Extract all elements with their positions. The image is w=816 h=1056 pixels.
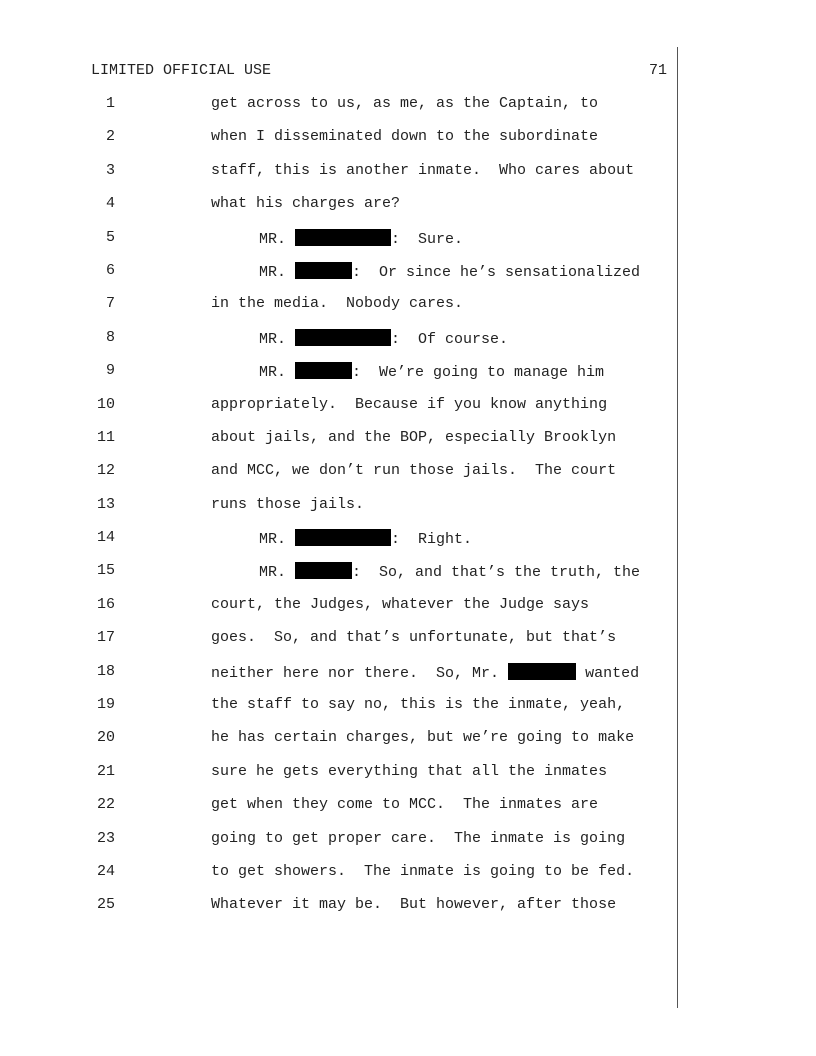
line-number: 14 <box>96 529 115 547</box>
redaction-box <box>295 562 352 579</box>
transcript-line <box>0 229 680 262</box>
line-number: 25 <box>96 896 115 914</box>
transcript-line <box>0 195 680 228</box>
line-number: 20 <box>96 729 115 747</box>
line-number: 2 <box>105 128 115 146</box>
line-text: what his charges are? <box>211 195 401 213</box>
line-number: 12 <box>96 462 115 480</box>
line-number: 19 <box>96 696 115 714</box>
transcript-line <box>0 863 680 896</box>
line-text: when I disseminated down to the subordinate <box>211 128 599 146</box>
line-number: 7 <box>105 295 115 313</box>
line-number: 9 <box>105 362 115 380</box>
line-number: 23 <box>96 829 115 847</box>
line-text: : Or since he’s sensationalized <box>352 263 641 281</box>
redaction-box <box>295 529 391 546</box>
line-text: appropriately. Because if you know anything <box>211 395 608 413</box>
speaker-prefix: MR. <box>259 564 296 582</box>
line-text: get when they come to MCC. The inmates are <box>211 796 599 814</box>
transcript-line <box>0 262 680 295</box>
transcript-line <box>0 429 680 462</box>
line-text: staff, this is another inmate. Who cares about <box>211 161 635 179</box>
speaker-line <box>259 529 472 548</box>
line-text: Whatever it may be. But however, after those <box>211 896 617 914</box>
line-text: about jails, and the BOP, especially Brooklyn <box>211 428 617 446</box>
transcript-line <box>0 696 680 729</box>
line-number: 16 <box>96 595 115 613</box>
transcript-line <box>0 295 680 328</box>
line-number: 4 <box>105 195 115 213</box>
speaker-prefix: MR. <box>259 330 296 348</box>
line-text: to get showers. The inmate is going to be fed. <box>211 862 635 880</box>
line-text: the staff to say no, this is the inmate, yeah, <box>211 696 626 714</box>
speaker-line <box>259 229 463 248</box>
line-text: goes. So, and that’s unfortunate, but that’s <box>211 629 617 647</box>
line-number: 8 <box>105 328 115 346</box>
line-number: 10 <box>96 395 115 413</box>
transcript-line <box>0 462 680 495</box>
line-number: 11 <box>96 428 115 446</box>
transcript-line <box>0 796 680 829</box>
line-number: 6 <box>105 261 115 279</box>
line-number: 3 <box>105 161 115 179</box>
transcript-line <box>0 729 680 762</box>
transcript-line <box>0 629 680 662</box>
line-text: : Sure. <box>391 230 464 248</box>
line-text: in the media. Nobody cares. <box>211 295 464 313</box>
line-number: 22 <box>96 796 115 814</box>
line-number: 18 <box>96 662 115 680</box>
line-text-after: wanted <box>576 664 640 682</box>
speaker-line <box>259 362 604 381</box>
line-number: 5 <box>105 228 115 246</box>
transcript-line <box>0 830 680 863</box>
transcript-line <box>0 95 680 128</box>
transcript-line <box>0 529 680 562</box>
transcript-line <box>0 663 680 696</box>
line-text: : We’re going to manage him <box>352 364 605 382</box>
redaction-box <box>295 362 352 379</box>
line-text: and MCC, we don’t run those jails. The court <box>211 462 617 480</box>
line-text: : Right. <box>391 531 473 549</box>
page-number: 71 <box>648 62 667 79</box>
line-text-before: neither here nor there. So, Mr. <box>211 664 509 682</box>
transcript-line <box>0 496 680 529</box>
line-number: 13 <box>96 495 115 513</box>
line-text: going to get proper care. The inmate is going <box>211 829 626 847</box>
redaction-box <box>295 229 391 246</box>
speaker-line <box>259 262 640 281</box>
line-text: he has certain charges, but we’re going to make <box>211 729 635 747</box>
line-number: 24 <box>96 862 115 880</box>
redaction-box <box>295 329 391 346</box>
transcript-line <box>0 362 680 395</box>
line-number: 1 <box>105 95 115 112</box>
transcript-line <box>0 329 680 362</box>
transcript-line <box>0 128 680 161</box>
line-number: 21 <box>96 762 115 780</box>
speaker-prefix: MR. <box>259 230 296 248</box>
transcript-line <box>0 162 680 195</box>
speaker-line <box>259 329 508 348</box>
line-text: : Of course. <box>391 330 509 348</box>
line-text: court, the Judges, whatever the Judge says <box>211 595 590 613</box>
transcript-line <box>0 596 680 629</box>
transcript-line <box>0 896 680 929</box>
speaker-prefix: MR. <box>259 531 296 549</box>
transcript-line <box>0 763 680 796</box>
transcript-line <box>0 396 680 429</box>
speaker-prefix: MR. <box>259 263 296 281</box>
speaker-line <box>259 562 640 581</box>
line-text: runs those jails. <box>211 495 365 513</box>
redaction-box <box>508 663 576 680</box>
line-number: 17 <box>96 629 115 647</box>
line-text: sure he gets everything that all the inmates <box>211 762 608 780</box>
line-text: get across to us, as me, as the Captain, to <box>211 95 599 112</box>
redaction-box <box>295 262 352 279</box>
line-text: : So, and that’s the truth, the <box>352 564 641 582</box>
classification-header: LIMITED OFFICIAL USE <box>91 62 272 79</box>
transcript-line <box>0 562 680 595</box>
speaker-prefix: MR. <box>259 364 296 382</box>
transcript-lines <box>0 95 680 930</box>
line-text-with-redaction <box>211 663 639 682</box>
line-number: 15 <box>96 562 115 580</box>
